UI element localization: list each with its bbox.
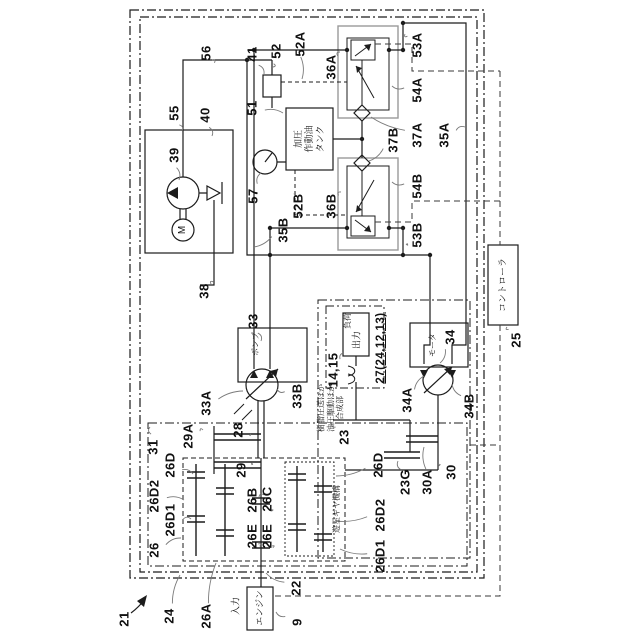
a-line-motor bbox=[389, 23, 466, 364]
ref-label-52: 52 bbox=[268, 43, 284, 59]
engine-label bbox=[255, 590, 266, 626]
ref-label-54A: 54A bbox=[409, 77, 425, 103]
ref-label-53A: 53A bbox=[409, 32, 425, 58]
motor-shaft bbox=[345, 395, 438, 470]
input-label bbox=[231, 597, 242, 615]
signal-b bbox=[375, 201, 500, 222]
ref-label-26D: 26D bbox=[162, 452, 178, 478]
solenoid-b-head bbox=[364, 225, 371, 232]
ref-label-55: 55 bbox=[166, 105, 182, 121]
tank-label-line-1: 作動油 bbox=[303, 125, 314, 153]
engine-label-line-0: エンジン bbox=[254, 590, 265, 626]
ref-label-26: 26 bbox=[146, 542, 162, 558]
tank-label-line-2: タンク bbox=[314, 125, 325, 153]
ref-label-54B: 54B bbox=[409, 173, 425, 199]
leader-41 bbox=[259, 65, 264, 74]
leader-57 bbox=[257, 173, 261, 184]
output-label bbox=[352, 331, 363, 349]
relief-a bbox=[356, 60, 374, 105]
leader-53B bbox=[406, 243, 408, 245]
leader-9 bbox=[276, 612, 285, 617]
ref-label-52A: 52A bbox=[292, 31, 308, 57]
leader-51 bbox=[265, 109, 283, 113]
ref-label-39: 39 bbox=[166, 147, 182, 163]
solenoid-a-head bbox=[364, 44, 371, 51]
leader-29A bbox=[200, 429, 203, 431]
b-line-pump bbox=[270, 228, 347, 369]
ref-label-33: 33 bbox=[245, 313, 261, 329]
ref-label-22: 22 bbox=[288, 580, 304, 596]
ref-label-51: 51 bbox=[244, 100, 260, 116]
arrow-21-head bbox=[137, 595, 147, 607]
leader-25 bbox=[506, 327, 509, 330]
ref-label-37A: 37A bbox=[409, 122, 425, 148]
pump-33-control bbox=[234, 404, 252, 420]
ref-label-56: 56 bbox=[198, 45, 214, 61]
ref-label-26E: 26E bbox=[244, 523, 260, 549]
planetary-gear-label bbox=[332, 485, 342, 533]
ref-label-26E: 26E bbox=[259, 523, 275, 549]
makeup-line bbox=[333, 121, 362, 158]
ref-label-23: 23 bbox=[336, 429, 352, 445]
ref-label-9: 9 bbox=[289, 618, 305, 626]
leader-30A bbox=[423, 447, 426, 469]
ref-label-30: 30 bbox=[443, 464, 459, 480]
charge-line bbox=[183, 60, 272, 177]
filter-lines bbox=[199, 182, 222, 285]
leader-35A bbox=[456, 126, 465, 130]
load-label-line-0: 負荷 bbox=[343, 313, 353, 329]
valve-41-box bbox=[263, 75, 281, 97]
em-shaft bbox=[180, 209, 186, 219]
leader-53A bbox=[405, 34, 408, 37]
ref-label-26D2: 26D2 bbox=[146, 479, 162, 513]
leader-37B bbox=[369, 149, 383, 161]
ref-label-52B: 52B bbox=[290, 193, 306, 219]
tank-label bbox=[293, 125, 325, 152]
pump-label-line-0: ポンプ bbox=[251, 332, 261, 356]
leader-26A bbox=[208, 563, 216, 603]
signal-a bbox=[375, 44, 500, 71]
ref-label-53B: 53B bbox=[409, 222, 425, 248]
motor-label bbox=[428, 333, 438, 357]
ref-label-38: 38 bbox=[196, 283, 212, 299]
leader-52A bbox=[301, 57, 304, 79]
leader-30 bbox=[439, 464, 440, 466]
leader-29 bbox=[252, 463, 253, 465]
ref-label-29: 29 bbox=[233, 462, 249, 478]
ref-label-37B: 37B bbox=[385, 127, 401, 153]
load-description-line-0: 樹脂圧送ほか bbox=[316, 384, 326, 432]
charge-pump-out-triangle bbox=[167, 187, 178, 199]
leader-26D1 bbox=[340, 549, 367, 554]
ref-label-31: 31 bbox=[145, 439, 161, 455]
leader-33A bbox=[218, 391, 243, 399]
output-label-line-0: 出力 bbox=[351, 330, 362, 350]
leader-40 bbox=[209, 127, 213, 136]
input-label-line-0: 入力 bbox=[230, 596, 241, 616]
ref-label-34B: 34B bbox=[461, 393, 477, 419]
ref-label-34: 34 bbox=[442, 329, 458, 345]
ref-label-25: 25 bbox=[508, 332, 524, 348]
load-description-line-2: 合成部 bbox=[335, 396, 345, 420]
leader-26D2 bbox=[167, 497, 184, 500]
ref-label-26D: 26D bbox=[370, 452, 386, 478]
leader-26D1 bbox=[183, 517, 191, 519]
planetary-frame bbox=[285, 462, 334, 556]
ref-label-35B: 35B bbox=[275, 217, 291, 243]
leader-33B bbox=[277, 389, 285, 392]
ref-label-40: 40 bbox=[197, 107, 213, 123]
planetary-gear-label-line-0: 遊星ギヤ機構 bbox=[332, 485, 342, 533]
ref-label-29A: 29A bbox=[180, 423, 196, 449]
ref-label-34A: 34A bbox=[399, 387, 415, 413]
ref-label-26B: 26B bbox=[244, 487, 260, 513]
ref-label-26D2: 26D2 bbox=[372, 498, 388, 532]
ref-label-57: 57 bbox=[245, 188, 261, 204]
line-break bbox=[348, 366, 355, 384]
ref-label-23G: 23G bbox=[397, 468, 413, 496]
load-description-line-1: 油圧駆動ほか bbox=[326, 384, 336, 432]
ref-label-26A: 26A bbox=[198, 603, 214, 629]
leader-35B bbox=[254, 237, 272, 247]
ref-label-33B: 33B bbox=[289, 383, 305, 409]
leader-26 bbox=[166, 538, 181, 545]
ref-label-14-15: 14,15 bbox=[325, 352, 341, 388]
ref-label-26D1: 26D1 bbox=[372, 539, 388, 573]
pump-label bbox=[251, 332, 261, 356]
ref-label-36A: 36A bbox=[323, 54, 339, 80]
ref-label-35A: 35A bbox=[436, 122, 452, 148]
ref-label-26C: 26C bbox=[259, 486, 275, 512]
leader-52 bbox=[273, 64, 275, 67]
leader-24 bbox=[172, 575, 180, 603]
charge-pump-unit-box bbox=[145, 130, 233, 253]
electric-motor-letter bbox=[177, 226, 189, 234]
ref-label-30A: 30A bbox=[419, 469, 435, 495]
motor-port-a-triangle bbox=[420, 370, 428, 378]
ref-label-26D1: 26D1 bbox=[162, 503, 178, 537]
ref-label-36B: 36B bbox=[323, 193, 339, 219]
ref-label-41: 41 bbox=[244, 46, 260, 62]
ref-label-24: 24 bbox=[161, 608, 177, 624]
ref-label-33A: 33A bbox=[198, 390, 214, 416]
electric-motor-letter-line-0: M bbox=[177, 225, 188, 235]
tank-label-line-0: 加圧 bbox=[292, 129, 303, 149]
load-description bbox=[317, 384, 346, 432]
ref-label-21: 21 bbox=[116, 611, 132, 627]
leader-31 bbox=[149, 427, 152, 434]
ref-label-28: 28 bbox=[230, 422, 246, 438]
motor-label-line-0: モータ bbox=[428, 333, 438, 357]
leader-34 bbox=[440, 349, 445, 363]
leader-34B bbox=[452, 384, 461, 396]
load-label bbox=[343, 313, 353, 329]
ref-label-27-24-12-13-: 27(24,12,13) bbox=[375, 312, 387, 384]
controller-label bbox=[498, 258, 509, 312]
controller-label-line-0: コントローラ bbox=[497, 257, 508, 313]
